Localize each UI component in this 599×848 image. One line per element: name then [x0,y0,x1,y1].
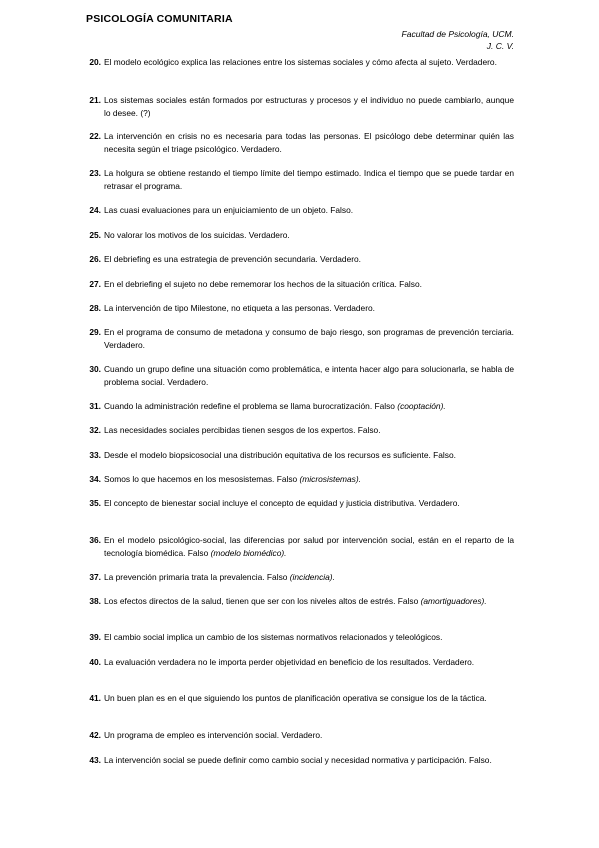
list-item [89,302,514,315]
item-text: Las cuasi evaluaciones para un enjuiciamiento de un objeto. Falso. [104,205,354,215]
item-text: Desde el modelo biopsicosocial una distribución equitativa de los recursos es suficiente. Falso. [104,450,456,460]
item-text: El cambio social implica un cambio de los sistemas normativos relacionados y teleológicos. [104,632,443,642]
list-item [89,56,514,69]
list-item [89,754,514,767]
item-text: La intervención de tipo Milestone, no etiqueta a las personas. Verdadero. [104,303,375,313]
item-number: 21. [89,95,101,105]
item-number: 35. [89,498,101,508]
item-text: Las necesidades sociales percibidas tienen sesgos de los expertos. Falso. [104,425,381,435]
item-number: 30. [89,364,101,374]
author-initials: J. C. V. [486,41,514,51]
list-item [89,497,514,510]
list-item [89,400,514,413]
list-item [89,534,514,559]
item-number: 40. [89,657,101,667]
list-item [89,253,514,266]
list-item [89,424,514,437]
item-text: La intervención en crisis no es necesaria para todas las personas. El psicólogo debe determinar quién las necesita según el triage psicológico. Verdadero. [104,131,514,154]
item-number: 20. [89,57,101,67]
list-item [89,656,514,669]
list-item [89,449,514,462]
list-item [89,363,514,388]
item-text: Cuando la administración redefine el problema se llama burocratización. Falso (cooptación). [104,401,446,411]
item-number: 23. [89,168,101,178]
item-text: El debriefing es una estrategia de prevención secundaria. Verdadero. [104,254,362,264]
list-item [89,595,514,608]
item-text: El modelo ecológico explica las relaciones entre los sistemas sociales y cómo afecta al sujeto. Verdadero. [104,57,497,67]
item-text: No valorar los motivos de los suicidas. Verdadero. [104,230,290,240]
item-text: Un programa de empleo es intervención social. Verdadero. [104,730,323,740]
item-text: El concepto de bienestar social incluye el concepto de equidad y justicia distributiva. Verdadero. [104,498,460,508]
list-item [89,473,514,486]
faculty-label: Facultad de Psicología, UCM. [401,29,514,39]
item-number: 32. [89,425,101,435]
item-number: 36. [89,535,101,545]
item-number: 41. [89,693,101,703]
item-number: 33. [89,450,101,460]
item-text: Somos lo que hacemos en los mesosistemas. Falso (microsistemas). [104,474,361,484]
item-number: 25. [89,230,101,240]
item-text: La holgura se obtiene restando el tiempo límite del tiempo estimado. Indica el tiempo que se puede tardar en retrasar el programa. [104,168,514,191]
list-item [89,229,514,242]
list-item [89,278,514,291]
item-text: Un buen plan es en el que siguiendo los puntos de planificación operativa se consigue los de la táctica. [104,693,487,703]
list-item [89,692,514,705]
item-number: 26. [89,254,101,264]
list-item [89,130,514,155]
item-text: Los sistemas sociales están formados por estructuras y procesos y el individuo no puede cambiarlo, aunque lo desee. (?) [104,95,514,118]
item-number: 42. [89,730,101,740]
item-text: En el debriefing el sujeto no debe rememorar los hechos de la situación crítica. Falso. [104,279,422,289]
item-text: En el programa de consumo de metadona y consumo de bajo riesgo, son programas de prevención terciaria. Verdadero. [104,327,514,350]
item-text: La evaluación verdadera no le importa perder objetividad en beneficio de los resultados. Verdadero. [104,657,475,667]
list-item [89,326,514,351]
item-number: 29. [89,327,101,337]
item-number: 43. [89,755,101,765]
item-number: 28. [89,303,101,313]
list-item [89,631,514,644]
list-item [89,571,514,584]
item-number: 27. [89,279,101,289]
list-item [89,729,514,742]
item-number: 37. [89,572,101,582]
item-number: 38. [89,596,101,606]
item-number: 39. [89,632,101,642]
item-text: La prevención primaria trata la prevalencia. Falso (incidencia). [104,572,335,582]
item-text: La intervención social se puede definir como cambio social y necesidad normativa y participación. Falso. [104,755,492,765]
item-number: 24. [89,205,101,215]
header-right [402,28,514,52]
item-text: Cuando un grupo define una situación como problemática, e intenta hacer algo para solucionarla, se habla de problema social. Verdadero. [104,364,514,387]
item-text: Los efectos directos de la salud, tienen que ser con los niveles altos de estrés. Falso (amortiguadores). [104,596,487,606]
item-text: En el modelo psicológico-social, las diferencias por salud por intervención social, están en el reparto de la tecnología biomédica. Falso (modelo biomédico). [104,535,514,558]
list-item [89,204,514,217]
list-item [89,94,514,119]
document-title: PSICOLOGÍA COMUNITARIA [86,13,233,25]
item-number: 31. [89,401,101,411]
item-number: 22. [89,131,101,141]
item-number: 34. [89,474,101,484]
list-item [89,167,514,192]
